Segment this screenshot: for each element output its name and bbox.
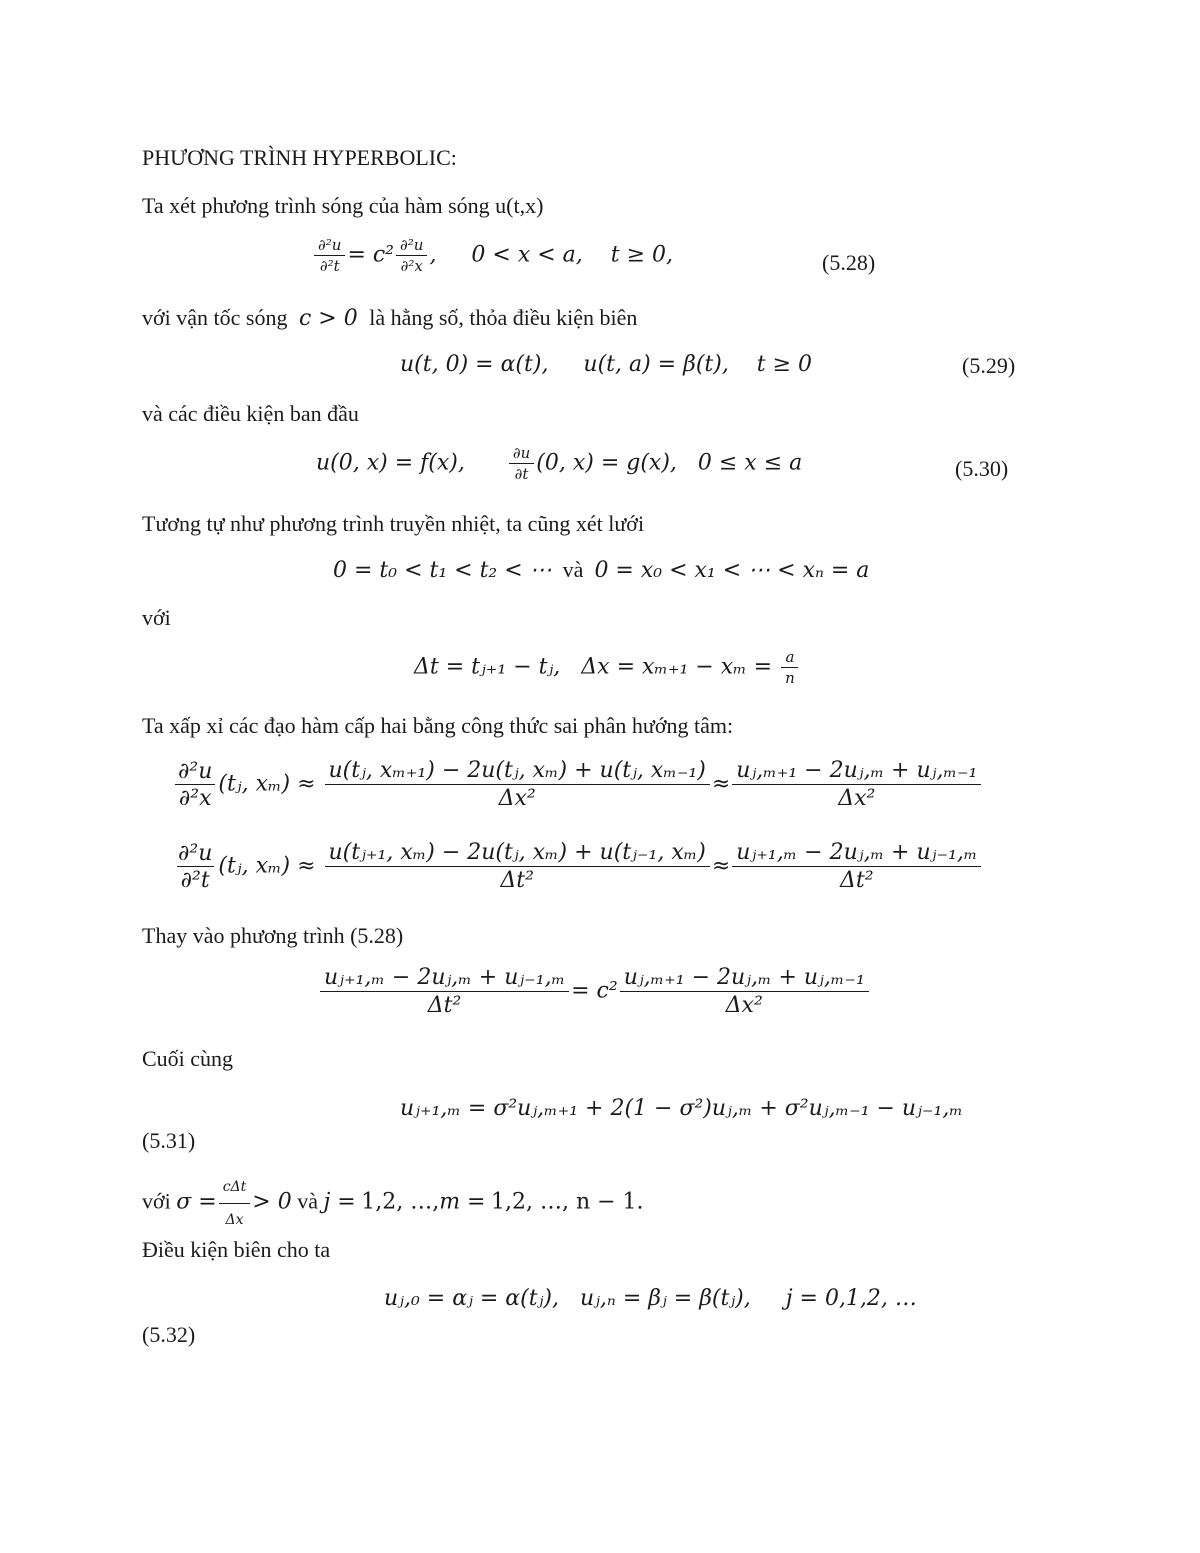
equation-5-28: $\frac{\text{∂²u}}{\text{∂²t}}$ = c² $\frac{\text{∂²u}}{\text{∂²x}}$ , 0 < x < a, t ≥ 0, xyxy=(312,236,673,275)
sigma-paragraph: với σ = $\frac{\text{cΔt}}{\Delta x}$ > 0 và j = 1,2, …,m = 1,2, …, n − 1. xyxy=(142,1172,644,1235)
eq-dtt-lhs-fraction: $\frac{\text{∂²u}}{\text{∂²t}}$ xyxy=(178,840,213,893)
eq-dxx-rhs-fraction: $\frac{\text{uⱼ,ₘ₊₁ − 2uⱼ,ₘ + uⱼ,ₘ₋₁}}{\text{Δx²}}$ xyxy=(732,758,981,811)
wave-speed-paragraph: với vận tốc sóng c > 0 là hằng số, thỏa điều kiện biên xyxy=(142,305,638,331)
finally-paragraph: Cuối cùng xyxy=(142,1046,234,1071)
eq-delta-fraction: $\frac{a}{n}$ xyxy=(781,648,799,687)
equation-label-5-31: (5.31) xyxy=(142,1128,196,1153)
substitute-paragraph: Thay vào phương trình (5.28) xyxy=(142,923,404,948)
equation-label-5-28: (5.28) xyxy=(822,250,876,275)
boundary-paragraph: Điều kiện biên cho ta xyxy=(142,1237,331,1262)
equation-5-31: uⱼ₊₁,ₘ = σ²uⱼ,ₘ₊₁ + 2(1 − σ²)uⱼ,ₘ + σ²uⱼ,ₘ₋₁ − uⱼ₋₁,ₘ xyxy=(400,1096,963,1121)
eq-dxx-lhs-fraction: $\frac{\text{∂²u}}{\text{∂²x}}$ xyxy=(174,759,216,811)
equation-5-32: uⱼ,₀ = αⱼ = α(tⱼ), uⱼ,ₙ = βⱼ = β(tⱼ), j = 0,1,2, … xyxy=(384,1286,917,1311)
intro-paragraph: Ta xét phương trình sóng của hàm sóng u(t,x) xyxy=(142,193,544,218)
equation-label-5-29: (5.29) xyxy=(962,353,1016,378)
eq-dtt-rhs-fraction: $\frac{\text{uⱼ₊₁,ₘ − 2uⱼ,ₘ + uⱼ₋₁,ₘ}}{\text{Δt²}}$ xyxy=(732,840,981,893)
grid-paragraph: Tương tự như phương trình truyền nhiệt, ta cũng xét lưới xyxy=(142,511,645,536)
equation-dxx: $\frac{\text{∂²u}}{\text{∂²x}}$ (tⱼ, xₘ) ≈ $\frac{\text{u(tⱼ, xₘ₊₁) − 2u(tⱼ, xₘ) + u(tⱼ, xₘ₋₁)}}{\text{Δx²}}$ ≈ $\frac{\text{uⱼ,ₘ₊₁ − 2uⱼ,ₘ + uⱼ,ₘ₋₁}}{\text{Δx²}}$ xyxy=(172,758,983,811)
with-paragraph: với xyxy=(142,605,171,630)
equation-5-30: u(0, x) = f(x), $\frac{\partial u}{\partial t}$ (0, x) = g(x), 0 ≤ x ≤ a xyxy=(316,444,803,483)
eq-sub-lhs-fraction: $\frac{\text{uⱼ₊₁,ₘ − 2uⱼ,ₘ + uⱼ₋₁,ₘ}}{\text{Δt²}}$ xyxy=(320,965,569,1018)
central-difference-paragraph: Ta xấp xỉ các đạo hàm cấp hai bằng công thức sai phân hướng tâm: xyxy=(142,713,734,738)
eq-5-30-fraction: $\frac{\partial u}{\partial t}$ xyxy=(509,444,534,483)
eq-5-28-lhs-fraction: $\frac{\text{∂²u}}{\text{∂²t}}$ xyxy=(314,236,345,275)
equation-label-5-30: (5.30) xyxy=(955,456,1009,481)
equation-grid: 0 = t₀ < t₁ < t₂ < ⋯ và 0 = x₀ < x₁ < ⋯ < xₙ = a xyxy=(333,557,870,583)
equation-delta: Δt = tⱼ₊₁ − tⱼ, Δx = xₘ₊₁ − xₘ = $\frac{a}{n}$ xyxy=(414,648,801,687)
equation-5-29: u(t, 0) = α(t), u(t, a) = β(t), t ≥ 0 xyxy=(400,352,813,377)
equation-substituted: $\frac{\text{uⱼ₊₁,ₘ − 2uⱼ,ₘ + uⱼ₋₁,ₘ}}{\text{Δt²}}$ = c² $\frac{\text{uⱼ,ₘ₊₁ − 2uⱼ,ₘ + uⱼ,ₘ₋₁}}{\text{Δx²}}$ xyxy=(318,965,871,1018)
eq-dtt-mid-fraction: $\frac{\text{u(tⱼ₊₁, xₘ) − 2u(tⱼ, xₘ) + u(tⱼ₋₁, xₘ)}}{\text{Δt²}}$ xyxy=(325,840,710,893)
sigma-fraction: $\frac{\text{cΔt}}{\Delta x}$ xyxy=(219,1172,251,1235)
eq-sub-rhs-fraction: $\frac{\text{uⱼ,ₘ₊₁ − 2uⱼ,ₘ + uⱼ,ₘ₋₁}}{\text{Δx²}}$ xyxy=(620,965,869,1018)
eq-5-28-rhs-fraction: $\frac{\text{∂²u}}{\text{∂²x}}$ xyxy=(396,236,427,275)
equation-dtt: $\frac{\text{∂²u}}{\text{∂²t}}$ (tⱼ, xₘ) ≈ $\frac{\text{u(tⱼ₊₁, xₘ) − 2u(tⱼ, xₘ) + u(tⱼ₋₁, xₘ)}}{\text{Δt²}}$ ≈ $\frac{\text{uⱼ₊₁,ₘ − 2uⱼ,ₘ + uⱼ₋₁,ₘ}}{\text{Δt²}}$ xyxy=(172,840,983,893)
equation-label-5-32: (5.32) xyxy=(142,1322,196,1347)
initial-conditions-paragraph: và các điều kiện ban đầu xyxy=(142,401,359,426)
page-title: PHƯƠNG TRÌNH HYPERBOLIC: xyxy=(142,145,457,170)
eq-dxx-mid-fraction: $\frac{\text{u(tⱼ, xₘ₊₁) − 2u(tⱼ, xₘ) + u(tⱼ, xₘ₋₁)}}{\text{Δx²}}$ xyxy=(325,758,710,811)
